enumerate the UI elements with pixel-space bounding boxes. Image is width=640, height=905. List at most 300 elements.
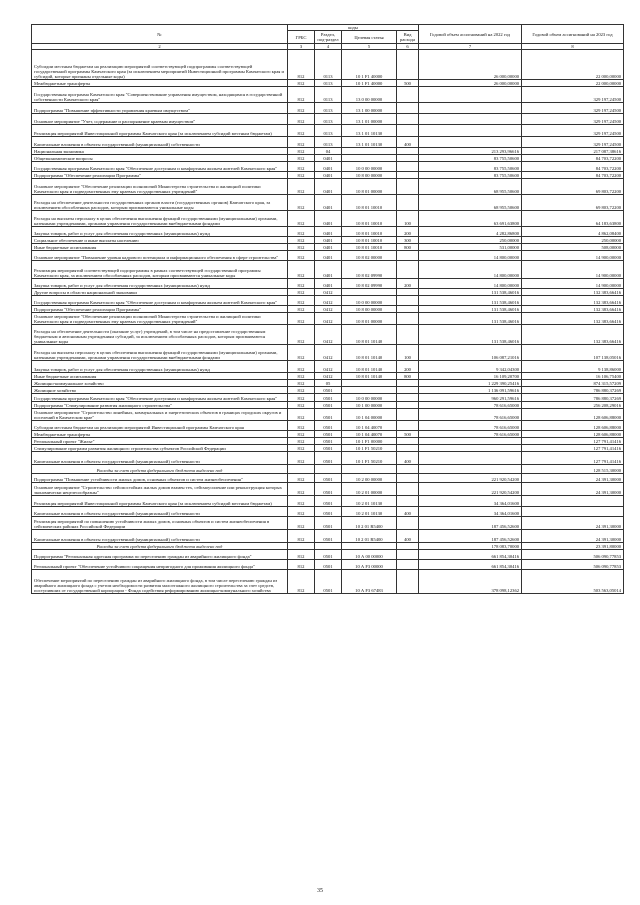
row-expense-type [397,421,419,431]
row-expense-type [397,402,419,409]
row-name: Общеэкономические вопросы [32,155,288,162]
row-grbs: 812 [288,345,315,361]
row-amount-2023: 22 000,00000 [522,50,624,80]
row-amount-2023: 14 900,00000 [522,279,624,289]
row-amount-2023: 329 197,24500 [522,137,624,148]
table-row [32,313,624,325]
table-row [32,261,624,279]
table-row [32,148,624,155]
row-expense-type [397,380,419,387]
row-amount-2022: 83 755,50600 [419,162,522,172]
row-expense-type [397,313,419,325]
row-amount-2022: 178 083,70000 [419,543,522,550]
row-amount-2022: 131 538,46016 [419,325,522,345]
row-amount-2022: 14 800,00000 [419,261,522,279]
table-row [32,325,624,345]
row-target-article: 10 1 F1 40000 [342,50,397,80]
budget-table [31,24,624,594]
table-row [32,530,624,543]
row-grbs: 812 [288,570,315,594]
row-target-article: 10 8 01 10140 [342,373,397,380]
row-expense-type [397,179,419,195]
table-row [32,387,624,394]
row-name: Расходы за счет средств федерального бюджета выделено под [32,465,288,474]
col-header-target: Целевая статья [342,31,397,44]
row-amount-2022: 187 456,52600 [419,530,522,543]
row-grbs: 812 [288,380,315,387]
row-target-article: 10 1 04 00000 [342,409,397,421]
row-grbs: 812 [288,438,315,445]
row-section: 0501 [315,474,342,483]
row-amount-2023: 22 000,00000 [522,80,624,87]
row-amount-2023: 14 900,00000 [522,261,624,279]
row-name: Капитальные вложения в объекты государственной (муниципальной) собственности [32,507,288,517]
row-expense-type: 400 [397,137,419,148]
row-expense-type: 400 [397,530,419,543]
col-number-3: 3 [288,44,315,50]
row-section: 0113 [315,87,342,103]
row-amount-2023: 16 106,75400 [522,373,624,380]
row-expense-type [397,570,419,594]
row-target-article: 10 1 00 00000 [342,402,397,409]
row-amount-2023: 24 391,30000 [522,474,624,483]
row-target-article [342,380,397,387]
row-name: Закупка товаров, работ и услуг для обеспечения государственных (муниципальных) нужд [32,361,288,373]
row-expense-type [397,560,419,570]
row-section [315,543,342,550]
table-row [32,279,624,289]
row-amount-2023: 132 383,66416 [522,313,624,325]
row-grbs: 812 [288,289,315,296]
row-amount-2023: 506 090,77853 [522,550,624,560]
table-row [32,474,624,483]
row-grbs: 812 [288,517,315,530]
table-row [32,452,624,465]
row-expense-type [397,517,419,530]
row-name: Стимулирование программ развития жилищного строительства субъектов Российской Федерации [32,445,288,452]
row-grbs: 812 [288,261,315,279]
table-row [32,114,624,125]
table-body [32,50,624,594]
col-header-2022: Годовой объем ассигнований на 2022 год [419,25,522,44]
row-expense-type [397,387,419,394]
row-grbs: 812 [288,325,315,345]
table-row [32,237,624,244]
row-amount-2022: 960 291,59616 [419,394,522,402]
row-amount-2022 [419,125,522,137]
row-section: 0501 [315,438,342,445]
row-amount-2023: 329 197,24500 [522,114,624,125]
table-row [32,465,624,474]
row-name: Расходы на выплаты персоналу в целях обеспечения выполнения функций государственными (муниципальными) органами, казенными учреждениями, органами управления государственными внебюджетными фондами [32,211,288,227]
row-amount-2022: 531,00000 [419,244,522,251]
row-target-article [342,289,397,296]
row-name: Основное мероприятие "Обеспечение реализации полномочий Министерства строительства и жилищной политики Камчатского края и подведомственных ему краевых государственных учреждений" [32,313,288,325]
row-target-article: 10 8 01 10140 [342,345,397,361]
row-amount-2023: 69 803,72200 [522,179,624,195]
table-row [32,162,624,172]
row-amount-2023: 127 791,41416 [522,452,624,465]
row-target-article: 10 8 00 00000 [342,172,397,179]
row-section: 0501 [315,550,342,560]
table-row [32,483,624,496]
table-row [32,137,624,148]
row-name: Подпрограмма "Стимулирование развития жилищного строительства" [32,402,288,409]
row-amount-2022: 131 538,46016 [419,313,522,325]
row-section: 0501 [315,570,342,594]
row-name: Расходы на выплаты персоналу в целях обеспечения выполнения функций государственными (муниципальными) органами, казенными учреждениями, органами управления государственными внебюджетными фондами [32,345,288,361]
row-amount-2023: 127 791,41416 [522,438,624,445]
row-amount-2022: 131 538,46016 [419,296,522,306]
row-target-article: 10 8 02 00000 [342,251,397,261]
row-amount-2023: 874 315,57209 [522,380,624,387]
table-row [32,517,624,530]
table-row [32,570,624,594]
row-section: 0113 [315,103,342,114]
row-amount-2023: 84 703,72200 [522,162,624,172]
row-grbs: 812 [288,227,315,237]
table-row [32,179,624,195]
row-amount-2022: 78 616,65000 [419,402,522,409]
row-amount-2023: 329 197,24500 [522,103,624,114]
table-row [32,251,624,261]
row-target-article: 10 8 01 10140 [342,325,397,345]
row-grbs: 812 [288,402,315,409]
row-expense-type [397,496,419,507]
row-amount-2022: 187 456,52600 [419,517,522,530]
row-section: 0412 [315,373,342,380]
row-name: Основное мероприятие "Обеспечение реализации полномочий Министерства строительства и жилищной политики Камчатского края и подведомственных ему краевых государственных учреждений" [32,179,288,195]
table-row [32,431,624,438]
row-section: 0412 [315,361,342,373]
row-name: Подпрограмма "Обеспечение реализации Программы" [32,172,288,179]
row-expense-type: 500 [397,431,419,438]
table-row [32,507,624,517]
row-expense-type [397,465,419,474]
table-row [32,345,624,361]
row-grbs [288,465,315,474]
table-row [32,560,624,570]
table-row [32,289,624,296]
table-row [32,496,624,507]
row-name: Межбюджетные трансферты [32,80,288,87]
row-expense-type [397,125,419,137]
row-name: Другие вопросы в области национальной экономики [32,289,288,296]
row-target-article: 10 1 F1 40000 [342,80,397,87]
row-section: 05 [315,380,342,387]
row-name: Региональный проект "Обеспечение устойчивого сокращения непригодного для проживания жилищного фонда" [32,560,288,570]
row-target-article: 10 2 01 10130 [342,507,397,517]
row-amount-2022: 131 538,46016 [419,306,522,313]
row-target-article: 10 8 02 09990 [342,279,397,289]
row-target-article: 10 8 01 10140 [342,361,397,373]
row-amount-2022: 63 691,63800 [419,211,522,227]
row-amount-2022 [419,438,522,445]
row-section: 0401 [315,237,342,244]
row-amount-2022: 78 616,65000 [419,431,522,438]
row-expense-type: 400 [397,507,419,517]
row-grbs: 812 [288,452,315,465]
row-grbs: 812 [288,306,315,313]
row-expense-type [397,195,419,211]
row-target-article: 10 8 01 10010 [342,237,397,244]
row-grbs: 812 [288,114,315,125]
row-target-article: 10 2 00 00000 [342,474,397,483]
row-amount-2022: 78 616,65000 [419,421,522,431]
row-section: 0501 [315,483,342,496]
row-amount-2022: 106 087,21016 [419,345,522,361]
row-name: Капитальные вложения в объекты государственной (муниципальной) собственности [32,530,288,543]
table-row [32,550,624,560]
row-expense-type [397,251,419,261]
row-target-article: 13 0 00 00000 [342,87,397,103]
row-target-article: 10 1 F1 50210 [342,445,397,452]
row-section: 0501 [315,507,342,517]
row-grbs: 812 [288,172,315,179]
row-target-article: 10 8 01 00000 [342,179,397,195]
row-name: Иные бюджетные ассигнования [32,244,288,251]
row-section: 0113 [315,137,342,148]
row-grbs: 812 [288,550,315,560]
row-amount-2023: 508,00000 [522,244,624,251]
row-grbs: 812 [288,474,315,483]
row-name: Подпрограмма "Обеспечение реализации Программы" [32,306,288,313]
row-section: 0501 [315,387,342,394]
table-row [32,394,624,402]
row-section: 0401 [315,244,342,251]
row-expense-type [397,114,419,125]
row-section: 0501 [315,431,342,438]
row-expense-type [397,296,419,306]
table-row [32,543,624,550]
row-grbs: 812 [288,87,315,103]
row-amount-2022 [419,103,522,114]
row-section: 0412 [315,345,342,361]
row-expense-type: 200 [397,279,419,289]
row-grbs: 812 [288,373,315,380]
row-amount-2023: 128 606,88000 [522,421,624,431]
table-row [32,172,624,179]
row-amount-2022: 9 342,04300 [419,361,522,373]
row-name: Государственная программа Камчатского края "Обеспечение доступным и комфортным жильем жителей Камчатского края" [32,162,288,172]
row-name: Региональный проект "Жилье" [32,438,288,445]
row-name: Расходы на обеспечение деятельности государственных органов власти (государственных органов) Камчатского края, за исключением обособленных расходов, которым присваиваются уникальные коды [32,195,288,211]
row-amount-2023: 69 803,72200 [522,195,624,211]
row-name: Реализация мероприятий соответствующей подпрограммы в рамках соответствующей государственной программы Камчатского края, за исключением обособленных расходов, которым присваиваются уникальные коды [32,261,288,279]
table-row [32,306,624,313]
row-amount-2023 [522,496,624,507]
table-row [32,155,624,162]
col-number-4: 4 [315,44,342,50]
row-amount-2023 [522,507,624,517]
row-expense-type [397,155,419,162]
row-target-article: 10 1 F1 50210 [342,452,397,465]
row-section: 0401 [315,195,342,211]
row-amount-2023: 503 563,05014 [522,570,624,594]
row-name: Субсидии местным бюджетам на реализацию мероприятий соответствующей подпрограммы соответствующей государственной программы Камчатского края (за исключением мероприятий Инвестиционной программы Камчатского края и субсидий, которые признаны отдельные коды) [32,50,288,80]
row-amount-2022: 378 098,12362 [419,570,522,594]
row-grbs: 812 [288,296,315,306]
row-expense-type: 100 [397,345,419,361]
row-amount-2023: 132 383,66416 [522,289,624,296]
row-grbs: 812 [288,80,315,87]
row-amount-2022: 16 109,20700 [419,373,522,380]
row-amount-2022: 1 229 390,25416 [419,380,522,387]
row-target-article: 10 8 01 00000 [342,313,397,325]
row-section: 0501 [315,517,342,530]
row-amount-2023: 786 880,37269 [522,387,624,394]
row-target-article: 10 2 01 R5400 [342,530,397,543]
row-target-article: 10 1 04 40070 [342,421,397,431]
row-name: Основное мероприятие "Строительство линейных, коммунальных и энергетических объектов в границах городских округов и поселений в Камчатском крае" [32,409,288,421]
row-amount-2023: 217 087,38616 [522,148,624,155]
row-section: 0501 [315,421,342,431]
row-section: 0401 [315,251,342,261]
row-grbs: 812 [288,125,315,137]
row-grbs: 812 [288,195,315,211]
row-amount-2022: 221 920,54200 [419,474,522,483]
row-amount-2022 [419,137,522,148]
row-grbs: 812 [288,387,315,394]
row-grbs: 812 [288,496,315,507]
row-grbs: 812 [288,137,315,148]
row-name: Основное мероприятие "Учет, содержание и распоряжение краевым имуществом" [32,114,288,125]
row-name: Закупка товаров, работ и услуг для обеспечения государственных (муниципальных) нужд [32,227,288,237]
row-grbs: 812 [288,445,315,452]
row-target-article: 13 1 01 10130 [342,137,397,148]
row-grbs: 812 [288,530,315,543]
row-amount-2023: 250,00000 [522,237,624,244]
row-expense-type: 300 [397,237,419,244]
row-target-article: 10 8 01 10010 [342,211,397,227]
row-expense-type [397,172,419,179]
row-target-article: 10 1 04 40070 [342,431,397,438]
row-expense-type: 800 [397,244,419,251]
row-expense-type: 100 [397,211,419,227]
row-section: 0401 [315,179,342,195]
row-grbs: 812 [288,103,315,114]
row-amount-2022: 83 755,50600 [419,155,522,162]
row-expense-type: 400 [397,452,419,465]
row-target-article [342,543,397,550]
row-amount-2022: 213 293,96616 [419,148,522,155]
row-name: Субсидии местным бюджетам на реализацию мероприятий Инвестиционной программы Камчатского края [32,421,288,431]
row-amount-2023: 786 880,37269 [522,394,624,402]
table-row [32,361,624,373]
col-number-7: 7 [419,44,522,50]
row-amount-2023: 506 090,77853 [522,560,624,570]
row-expense-type [397,483,419,496]
table-row [32,373,624,380]
col-header-2023: Годовой объем ассигнований на 2023 год [522,25,624,44]
row-expense-type [397,550,419,560]
row-name: Расходы на обеспечение деятельности (оказание услуг) учреждений, в том числе на предоставление государственным бюджетным и автономным учреждениям субсидий, за исключением обособленных расходов, которым присваиваются уникальные коды [32,325,288,345]
row-name: Расходы за счет средств федерального бюджета выделено под [32,543,288,550]
row-name: Капитальные вложения в объекты государственной (муниципальной) собственности [32,137,288,148]
row-section: 0412 [315,306,342,313]
row-amount-2022: 68 955,50600 [419,179,522,195]
row-expense-type: 500 [397,80,419,87]
row-expense-type [397,289,419,296]
row-amount-2022: 83 755,50600 [419,172,522,179]
row-amount-2022: 661 854,30416 [419,550,522,560]
row-grbs: 812 [288,394,315,402]
row-target-article: 10 0 00 00000 [342,394,397,402]
row-name: Национальная экономика [32,148,288,155]
row-grbs: 812 [288,560,315,570]
row-target-article: 10 2 01 00000 [342,483,397,496]
row-section: 0401 [315,211,342,227]
row-name: Подпрограмма "Повышение эффективности управления краевым имуществом" [32,103,288,114]
row-section: 0501 [315,496,342,507]
row-amount-2023: 128 606,88000 [522,409,624,421]
row-amount-2023: 24 391,30000 [522,517,624,530]
row-section: 04 [315,148,342,155]
row-grbs: 812 [288,155,315,162]
row-name: Закупка товаров, работ и услуг для обеспечения государственных (муниципальных) нужд [32,279,288,289]
row-amount-2023: 127 791,41416 [522,445,624,452]
row-amount-2023: 329 197,24500 [522,87,624,103]
row-target-article: 10 8 01 10010 [342,227,397,237]
row-section: 0501 [315,445,342,452]
row-section: 0113 [315,114,342,125]
row-expense-type: 800 [397,373,419,380]
table-row [32,409,624,421]
row-amount-2023: 256 208,29016 [522,402,624,409]
row-expense-type: 200 [397,227,419,237]
row-target-article [342,155,397,162]
row-section: 0401 [315,172,342,179]
row-amount-2022 [419,114,522,125]
row-grbs: 812 [288,244,315,251]
row-grbs: 812 [288,507,315,517]
table-row [32,296,624,306]
row-name: Государственная программа Камчатского края "Совершенствование управления имуществом, находящимся в государственной собственности Камчатского края" [32,87,288,103]
row-amount-2023: 128 606,88000 [522,431,624,438]
row-expense-type [397,438,419,445]
col-header-type: Вид расхода [397,31,419,44]
row-section: 0501 [315,394,342,402]
row-amount-2022: 78 616,65000 [419,409,522,421]
row-amount-2022 [419,445,522,452]
row-amount-2023: 9 138,86000 [522,361,624,373]
row-amount-2022: 26 000,00000 [419,50,522,80]
row-target-article [342,148,397,155]
col-header-number: № [32,25,288,44]
row-amount-2022: 250,00000 [419,237,522,244]
row-grbs: 812 [288,211,315,227]
row-section: 0412 [315,313,342,325]
row-expense-type [397,394,419,402]
row-expense-type [397,306,419,313]
col-number-5: 5 [342,44,397,50]
row-grbs: 812 [288,431,315,438]
row-amount-2022: 34 364,01600 [419,507,522,517]
row-expense-type: 200 [397,361,419,373]
row-target-article: 13 1 01 00000 [342,114,397,125]
table-row [32,87,624,103]
row-section: 0401 [315,162,342,172]
table-row [32,227,624,237]
row-target-article [342,387,397,394]
row-target-article: 10 1 F1 00000 [342,438,397,445]
row-expense-type [397,162,419,172]
row-grbs: 812 [288,179,315,195]
row-amount-2022: 34 364,01600 [419,496,522,507]
row-section: 0401 [315,261,342,279]
row-name: Основное мероприятие "Строительство сейсмостойких жилых домов взамен тех, сейсмоусиление или реконструкция которых экономически нецелесообразны" [32,483,288,496]
row-target-article: 10 8 01 10010 [342,244,397,251]
